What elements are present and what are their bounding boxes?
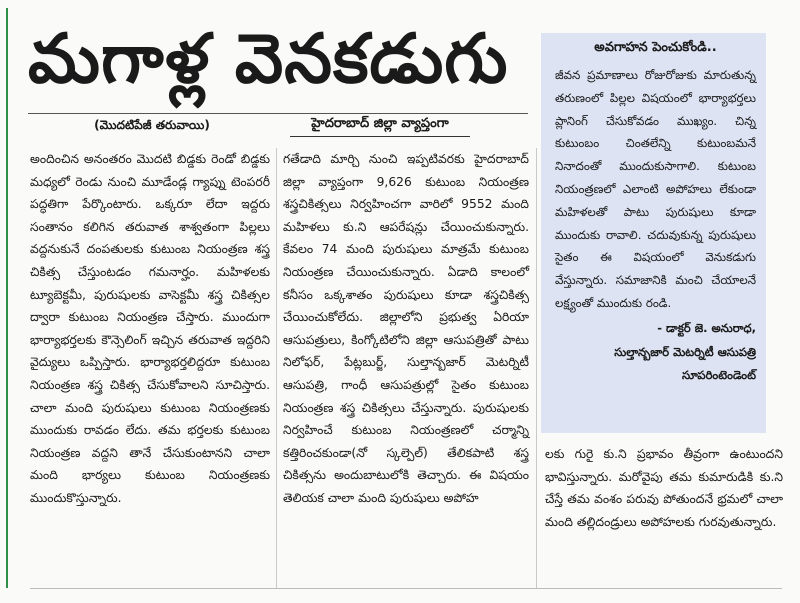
left-column [30, 148, 270, 510]
sidebar-title: అవగాహన పెంచుకోండి.. [594, 40, 717, 55]
mid-subhead: హైదరాబాద్ జిల్లా వ్యాప్తంగా [290, 116, 470, 137]
left-column-text: అందించిన అనంతరం మొదటి బిడ్డకు రెండో బిడ్డకు మధ్యలో రెండు నుంచి మూడేండ్ల గ్యాప్ను టెంపరరీ పద్ధతిగా పేర్కొంటారు. ఒక్కరూ లేదా ఇద్దరు సంతానం కలిగిన తరువాత శాశ్వతంగా పిల్లలు వద్దనుకునే దంపతులకు కుటుంబ నియంత్రణ శస్త్ర చికిత్స చేస్తుంటడం గమనార్హం. మహిళలకు ట్యూబెక్టమీ, పురుషులకు వాసెక్టమీ శస్త్ర చికిత్సల ద్వారా కుటుంబ నియంత్రణ చేస్తారు. ముందుగా భార్యాభర్తలకు కౌన్సెలింగ్ ఇచ్చిన తరువాత ఇద్దరిని వైద్యులు ఒప్పిస్తారు. భార్యాభర్తలిద్దరూ కుటుంబ నియంత్రణ శస్త్ర చికిత్స చేసుకోవాలని సూచిస్తారు. చాలా మంది పురుషులు కుటుంబ నియంత్రణకు ముందుకు రావడం లేదు. తమ భర్తలకు కుటుంబ నియంత్రణ వద్దని తానే చేసుకుంటానని చాలా మంది భార్యలు కుటుంబ నియంత్రణకు ముందుకొస్తున్నారు. [30, 152, 270, 505]
bottom-rule [30, 588, 782, 589]
sidebar-signature-name: - డాక్టర్ జె. అనురాధ, [657, 320, 756, 335]
headline-rule [28, 113, 528, 114]
headline: మగాళ్ల వెనకడుగు [28, 20, 509, 99]
mid-column [283, 148, 529, 510]
left-edge-rule [6, 8, 8, 588]
right-column-text: లకు గురై కు.ని ప్రభావం తీవ్రంగా ఉంటుందని భావిస్తున్నారు. మరోవైపు తమ కుమారుడికి కు.ని చేస్తే తమ వంశం పరువు పోతుందనే భ్రమలో చాలా మంది తల్లిదండ్రులు అపోహలకు గురవుతున్నారు. [545, 447, 783, 529]
right-column-bottom [545, 443, 783, 533]
column-divider [536, 148, 537, 588]
mid-column-text: గతేడాది మార్చి నుంచి ఇప్పటివరకు హైదరాబాద్ జిల్లా వ్యాప్తంగా 9,626 కుటుంబ నియంత్రణ శస్త్రచికిత్సలు నిర్వహించగా వారిలో 9552 మంది మహిళలు కు.ని ఆపరేషన్లు చేయించుకున్నారు. కేవలం 74 మంది పురుషులు మాత్రమే కుటుంబ నియంత్రణ చేయించుకున్నారు. ఏడాది కాలంలో కనీసం ఒక్కశాతం పురుషులు కూడా శస్త్రచికిత్స చేయించుకోలేదు. జిల్లాలోని ప్రభుత్వ ఏరియా ఆసుపత్రులు, కింగ్కోటిలోని జిల్లా ఆసుపత్రితో పాటు నిలోఫర్, పేట్లబుర్జ్, సుల్తాన్బజార్ మెటర్నిటీ ఆసుపత్రి, గాంధీ ఆసుపత్రుల్లో సైతం కుటుంబ నియంత్రణ శస్త్ర చికిత్సలు చేస్తున్నారు. పురుషులకు నిర్వహించే కుటుంబ నియంత్రణలో చర్మాన్ని కత్తిరించకుండా(నో స్కల్పెల్) తేలికపాటి శస్త్ర చికిత్సను అందుబాటులోకి తెచ్చారు. ఈ విషయం తెలియక చాలా మంది పురుషులు అపోహ [283, 152, 529, 505]
sidebar-box [541, 33, 766, 433]
sidebar-body: జీవన ప్రమాణాలు రోజురోజుకు మారుతున్న తరుణంలో పిల్లల విషయంలో భార్యాభర్తలు ప్లానింగ్ చేసుకోవడం ముఖ్యం. చిన్న కుటుంబం చింతలేన్ని కుటుంబమనే నినాదంతో ముందుకుసాగాలి. కుటుంబ నియంత్రణలో ఎలాంటి అపోహలు లేకుండా మహిళలతో పాటు పురుషులు కూడా ముందుకు రావాలి. చదువుకున్న పురుషులు సైతం ఈ విషయంలో వెనుకడుగు వేస్తున్నారు. సమాజానికి మంచి చేయాలనే లక్ష్యంతో ముందుకు రండి. [555, 68, 756, 310]
continuation-label: (మొదటిపేజీ తరువాయి) [94, 118, 210, 132]
sidebar-signature-role: సుల్తాన్బజార్ మెటర్నిటీ ఆసుపత్రి సూపరింటెండెంట్ [614, 345, 756, 382]
column-divider [276, 148, 277, 588]
